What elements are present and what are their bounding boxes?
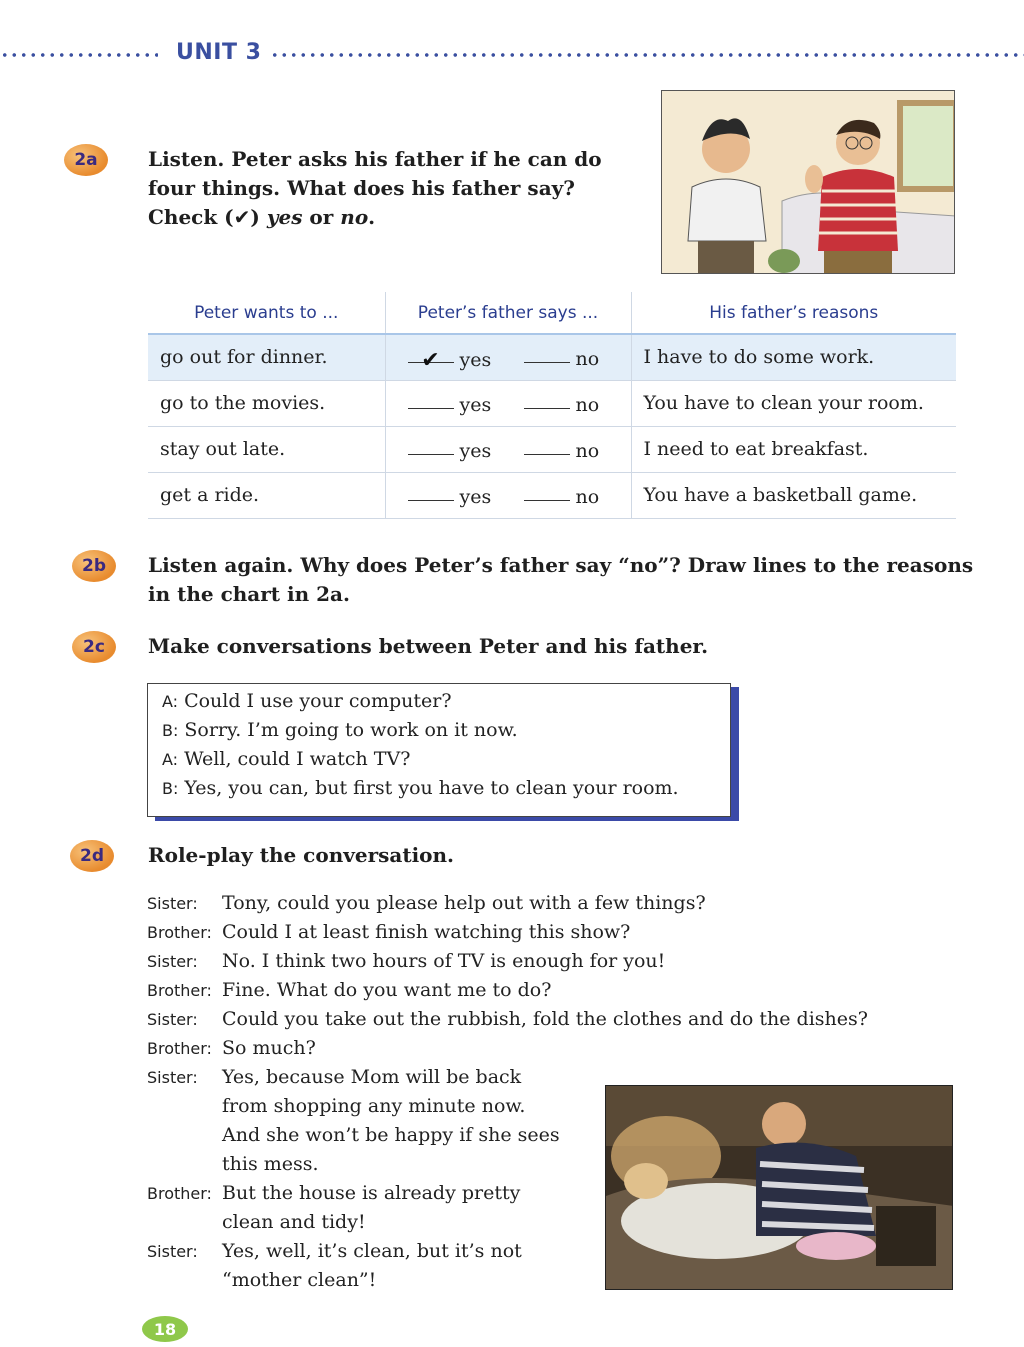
section-badge-2a: 2a <box>64 144 108 176</box>
says-cell <box>385 334 631 380</box>
speaker-label: Sister: <box>147 952 198 971</box>
reason-cell: I need to eat breakfast. <box>631 426 956 472</box>
speaker-label: A: <box>162 692 179 711</box>
no-blank[interactable] <box>524 345 570 363</box>
instruction-2d: Role-play the conversation. <box>148 843 455 867</box>
line-text: Yes, because Mom will be back <box>222 1066 522 1088</box>
want-cell: stay out late. <box>148 426 385 472</box>
column-header-says: Peter’s father says ... <box>385 292 631 334</box>
chart-header-row <box>148 292 956 334</box>
reasons-chart <box>148 292 956 519</box>
speaker-label: Brother: <box>147 981 212 1000</box>
line-text: this mess. <box>222 1153 319 1175</box>
no-label: no <box>575 393 600 416</box>
conversation-line <box>162 719 518 741</box>
want-cell: go to the movies. <box>148 380 385 426</box>
speaker-label: A: <box>162 750 179 769</box>
no-blank[interactable] <box>524 437 570 455</box>
speaker-label: Sister: <box>147 1010 198 1029</box>
instruction-2c: Make conversations between Peter and his father. <box>148 634 709 658</box>
instruction-2a-line2: four things. What does his father say? <box>148 176 575 200</box>
table-row <box>148 472 956 518</box>
line-text: from shopping any minute now. <box>222 1095 526 1117</box>
unit-title: UNIT 3 <box>176 40 262 65</box>
siblings-photo <box>605 1085 953 1290</box>
peter-and-father-illustration <box>661 90 955 274</box>
header-dots-right <box>270 52 1024 58</box>
header-dots-left <box>0 52 158 58</box>
speaker-label: Brother: <box>147 923 212 942</box>
no-blank[interactable] <box>524 483 570 501</box>
line-text: “mother clean”! <box>222 1269 377 1291</box>
speaker-label: Sister: <box>147 894 198 913</box>
line-text: clean and tidy! <box>222 1211 366 1233</box>
table-row <box>148 380 956 426</box>
instruction-2b-line1: Listen again. Why does Peter’s father say “no”? Draw lines to the reasons <box>148 553 974 577</box>
speaker-label: B: <box>162 779 179 798</box>
instruction-text: . <box>368 205 376 229</box>
instruction-2b-line2: in the chart in 2a. <box>148 582 350 606</box>
section-badge-2d: 2d <box>70 840 114 872</box>
reason-cell: You have to clean your room. <box>631 380 956 426</box>
instruction-2a <box>148 145 602 232</box>
speaker-label: Brother: <box>147 1184 212 1203</box>
reason-cell: I have to do some work. <box>631 334 956 380</box>
speaker-label: Sister: <box>147 1242 198 1261</box>
want-cell: get a ride. <box>148 472 385 518</box>
yes-blank[interactable] <box>408 437 454 455</box>
speaker-label: Sister: <box>147 1068 198 1087</box>
conversation-line <box>162 690 452 712</box>
line-text: Could you take out the rubbish, fold the clothes and do the dishes? <box>222 1008 868 1030</box>
no-label: no <box>575 485 600 508</box>
photo-art <box>606 1086 953 1290</box>
instruction-text: or <box>302 205 341 229</box>
line-text: Could I at least finish watching this show? <box>222 921 631 943</box>
check-mark-icon: ✔ <box>233 205 251 229</box>
column-header-wants: Peter wants to ... <box>148 292 385 334</box>
column-header-reasons: His father’s reasons <box>631 292 956 334</box>
line-text: Tony, could you please help out with a few things? <box>222 892 706 914</box>
line-text: No. I think two hours of TV is enough for you! <box>222 950 666 972</box>
line-text: Yes, you can, but first you have to clean your room. <box>184 777 679 799</box>
illustration-art <box>662 91 955 274</box>
line-text: Could I use your computer? <box>184 690 452 712</box>
instruction-text: Check ( <box>148 205 234 229</box>
instruction-2a-line3 <box>148 203 602 232</box>
page-number: 18 <box>142 1316 188 1342</box>
section-badge-2c: 2c <box>72 631 116 663</box>
speaker-label: Brother: <box>147 1039 212 1058</box>
instruction-text: ) <box>250 205 267 229</box>
instruction-2b <box>148 551 973 609</box>
line-text: Well, could I watch TV? <box>184 748 411 770</box>
no-label: no <box>575 348 600 370</box>
yes-blank[interactable] <box>408 345 454 373</box>
section-badge-2b: 2b <box>72 550 116 582</box>
says-cell <box>385 472 631 518</box>
yes-label: yes <box>459 485 492 508</box>
yes-blank[interactable] <box>408 483 454 501</box>
line-text: Sorry. I’m going to work on it now. <box>184 719 518 741</box>
reason-cell: You have a basketball game. <box>631 472 956 518</box>
line-text: Yes, well, it’s clean, but it’s not <box>222 1240 522 1262</box>
table-row <box>148 426 956 472</box>
line-text: But the house is already pretty <box>222 1182 521 1204</box>
yes-word: yes <box>266 205 303 229</box>
line-text: So much? <box>222 1037 316 1059</box>
sample-conversation-box <box>147 683 731 817</box>
line-text: And she won’t be happy if she sees <box>222 1124 560 1146</box>
speaker-label: B: <box>162 721 179 740</box>
yes-blank[interactable] <box>408 391 454 409</box>
unit-header <box>0 40 1024 70</box>
line-text: Fine. What do you want me to do? <box>222 979 552 1001</box>
says-cell <box>385 380 631 426</box>
check-mark-icon: ✔ <box>421 348 440 373</box>
yes-label: yes <box>459 439 492 462</box>
yes-label: yes <box>459 349 492 371</box>
conversation-line <box>162 748 410 770</box>
table-row <box>148 334 956 380</box>
no-label: no <box>575 439 600 462</box>
conversation-line <box>162 777 679 799</box>
yes-label: yes <box>459 393 492 416</box>
want-cell: go out for dinner. <box>148 334 385 380</box>
says-cell <box>385 426 631 472</box>
no-word: no <box>340 205 369 229</box>
no-blank[interactable] <box>524 391 570 409</box>
instruction-2a-line1: Listen. Peter asks his father if he can do <box>148 147 602 171</box>
